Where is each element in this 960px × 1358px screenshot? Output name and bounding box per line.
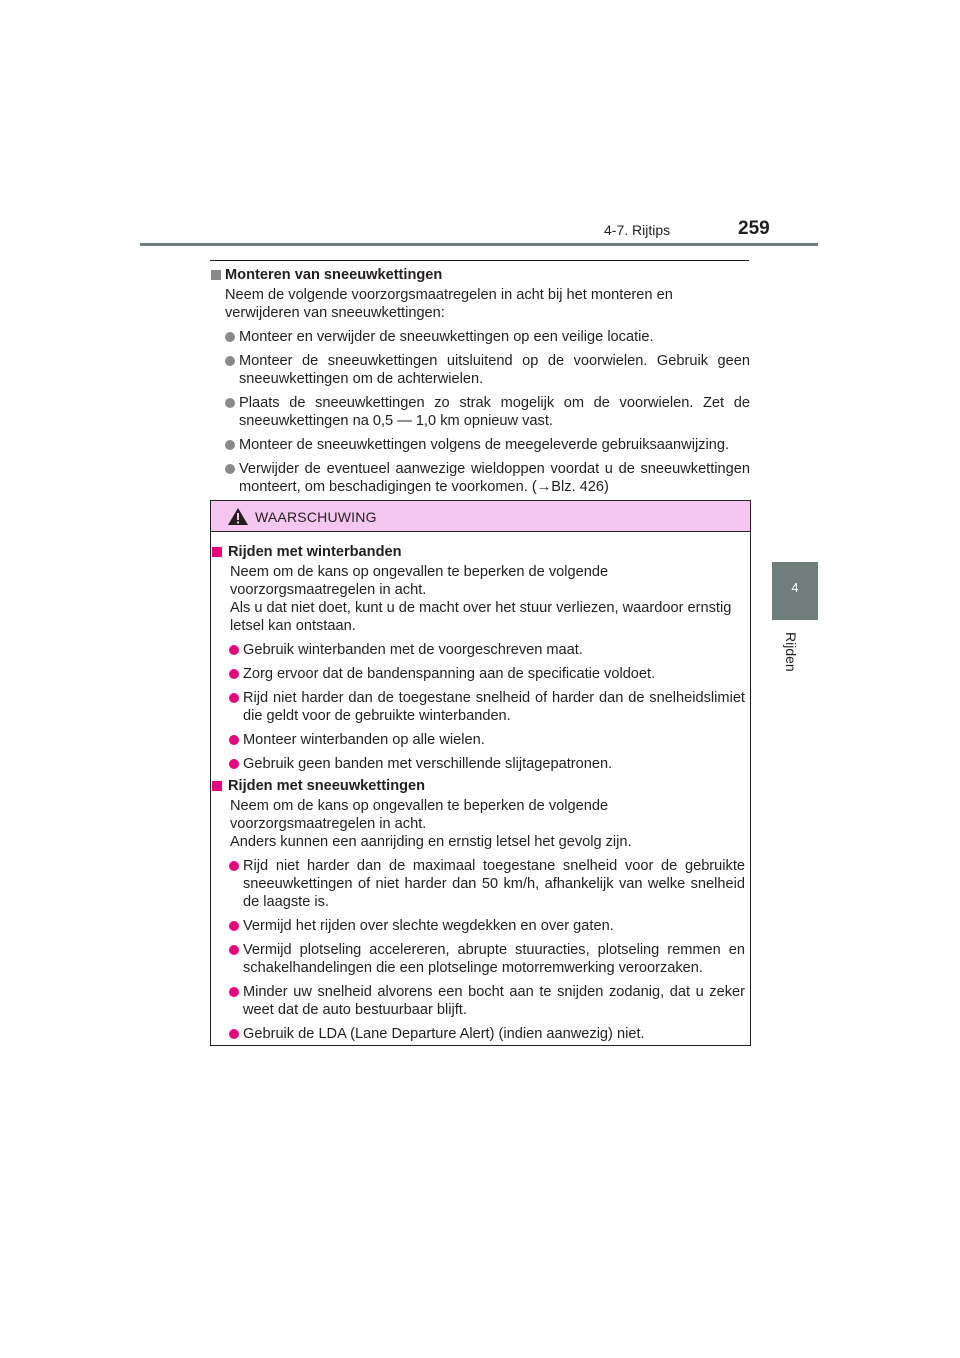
warning-section-heading [211, 777, 745, 795]
warning-intro: Neem om de kans op ongevallen te beperken de volgende voorzorgsmaatregelen in acht. [230, 798, 609, 832]
list-item [211, 941, 745, 977]
list-item-text: Gebruik de LDA (Lane Departure Alert) (indien aanwezig) niet. [243, 1026, 645, 1042]
list-item [211, 983, 745, 1019]
list-item-text: Plaats de sneeuwkettingen zo strak mogelijk om de voorwielen. Zet de sneeuwkettingen na 0,5 — 1,0 km opnieuw vast. [239, 395, 750, 429]
list-item [211, 857, 745, 911]
square-bullet-icon [211, 270, 221, 280]
section-heading [210, 266, 750, 284]
section-heading-text: Monteren van sneeuwkettingen [225, 267, 443, 283]
chapter-label: Rijden [783, 632, 799, 672]
list-item [211, 755, 745, 773]
snow-chains-section [210, 266, 750, 496]
list-item [211, 1025, 745, 1043]
list-item [210, 352, 750, 388]
list-item-text: Gebruik geen banden met verschillende slijtagepatronen. [243, 756, 613, 772]
list-item [211, 689, 745, 725]
bullet-dot-icon [229, 1029, 239, 1039]
warning-box [210, 500, 751, 1046]
square-bullet-icon [212, 547, 222, 557]
content-divider [210, 260, 749, 261]
list-item-text: Rijd niet harder dan de maximaal toegestane snelheid voor de gebruikte sneeuwkettingen of niet harder dan 50 km/h, afhankelijk van welke snelheid de laagste is. [243, 858, 745, 910]
section-intro: Neem de volgende voorzorgsmaatregelen in acht bij het monteren en verwijderen van sneeuwkettingen: [225, 287, 673, 321]
list-item-text: Gebruik winterbanden met de voorgeschreven maat. [243, 642, 583, 658]
warning-intro: Als u dat niet doet, kunt u de macht over het stuur verliezen, waardoor ernstig letsel kan ontstaan. [230, 600, 732, 634]
chapter-number: 4 [791, 580, 799, 595]
square-bullet-icon [212, 781, 222, 791]
bullet-dot-icon [229, 759, 239, 769]
warning-section-heading-text: Rijden met sneeuwkettingen [228, 778, 426, 794]
list-item-text: Monteer en verwijder de sneeuwkettingen op een veilige locatie. [239, 329, 654, 345]
warning-intro: Neem om de kans op ongevallen te beperken de volgende voorzorgsmaatregelen in acht. [230, 564, 609, 598]
list-item-text: Vermijd plotseling accelereren, abrupte stuuracties, plotseling remmen en schakelhandelingen die een plotselinge motorremwerking veroorzaken. [243, 942, 745, 976]
chapter-tab[interactable] [772, 562, 818, 620]
bullet-dot-icon [225, 332, 235, 342]
bullet-dot-icon [229, 645, 239, 655]
bullet-dot-icon [229, 735, 239, 745]
bullet-dot-icon [229, 921, 239, 931]
bullet-dot-icon [229, 987, 239, 997]
warning-title: WAARSCHUWING [255, 509, 377, 525]
bullet-dot-icon [229, 861, 239, 871]
list-item-text: Monteer de sneeuwkettingen volgens de meegeleverde gebruiksaanwijzing. [239, 437, 730, 453]
bullet-dot-icon [229, 945, 239, 955]
warning-triangle-icon [227, 507, 249, 526]
list-item [211, 641, 745, 659]
bullet-dot-icon [229, 669, 239, 679]
list-item [210, 436, 750, 454]
warning-header [211, 501, 750, 532]
bullet-dot-icon [229, 693, 239, 703]
list-item-text: Monteer winterbanden op alle wielen. [243, 732, 485, 748]
list-item [211, 665, 745, 683]
warning-body [211, 543, 745, 1043]
warning-intro: Anders kunnen een aanrijding en ernstig letsel het gevolg zijn. [230, 834, 632, 850]
bullet-dot-icon [225, 356, 235, 366]
list-item-text: Rijd niet harder dan de toegestane snelheid of harder dan de snelheidslimiet die geldt voor de gebruikte winterbanden. [243, 690, 745, 724]
page-number: 259 [738, 218, 770, 239]
list-item [210, 460, 750, 496]
list-item [211, 731, 745, 749]
warning-section-heading-text: Rijden met winterbanden [228, 544, 402, 560]
list-item-text: Monteer de sneeuwkettingen uitsluitend op de voorwielen. Gebruik geen sneeuwkettingen om de achterwielen. [239, 353, 750, 387]
list-item-text: Minder uw snelheid alvorens een bocht aan te snijden zodanig, dat u zeker weet dat de auto bestuurbaar blijft. [243, 984, 745, 1018]
list-item-text: Vermijd het rijden over slechte wegdekken en over gaten. [243, 918, 614, 934]
section-title: 4-7. Rijtips [604, 222, 671, 238]
list-item-text: Verwijder de eventueel aanwezige wieldoppen voordat u de sneeuwkettingen monteert, om beschadigingen te voorkomen. (→Blz. 426) [239, 461, 750, 495]
bullet-dot-icon [225, 398, 235, 408]
list-item [211, 917, 745, 935]
list-item [210, 394, 750, 430]
warning-section-heading [211, 543, 745, 561]
bullet-dot-icon [225, 464, 235, 474]
list-item [210, 328, 750, 346]
header-divider [140, 243, 818, 246]
bullet-dot-icon [225, 440, 235, 450]
list-item-text: Zorg ervoor dat de bandenspanning aan de specificatie voldoet. [243, 666, 656, 682]
